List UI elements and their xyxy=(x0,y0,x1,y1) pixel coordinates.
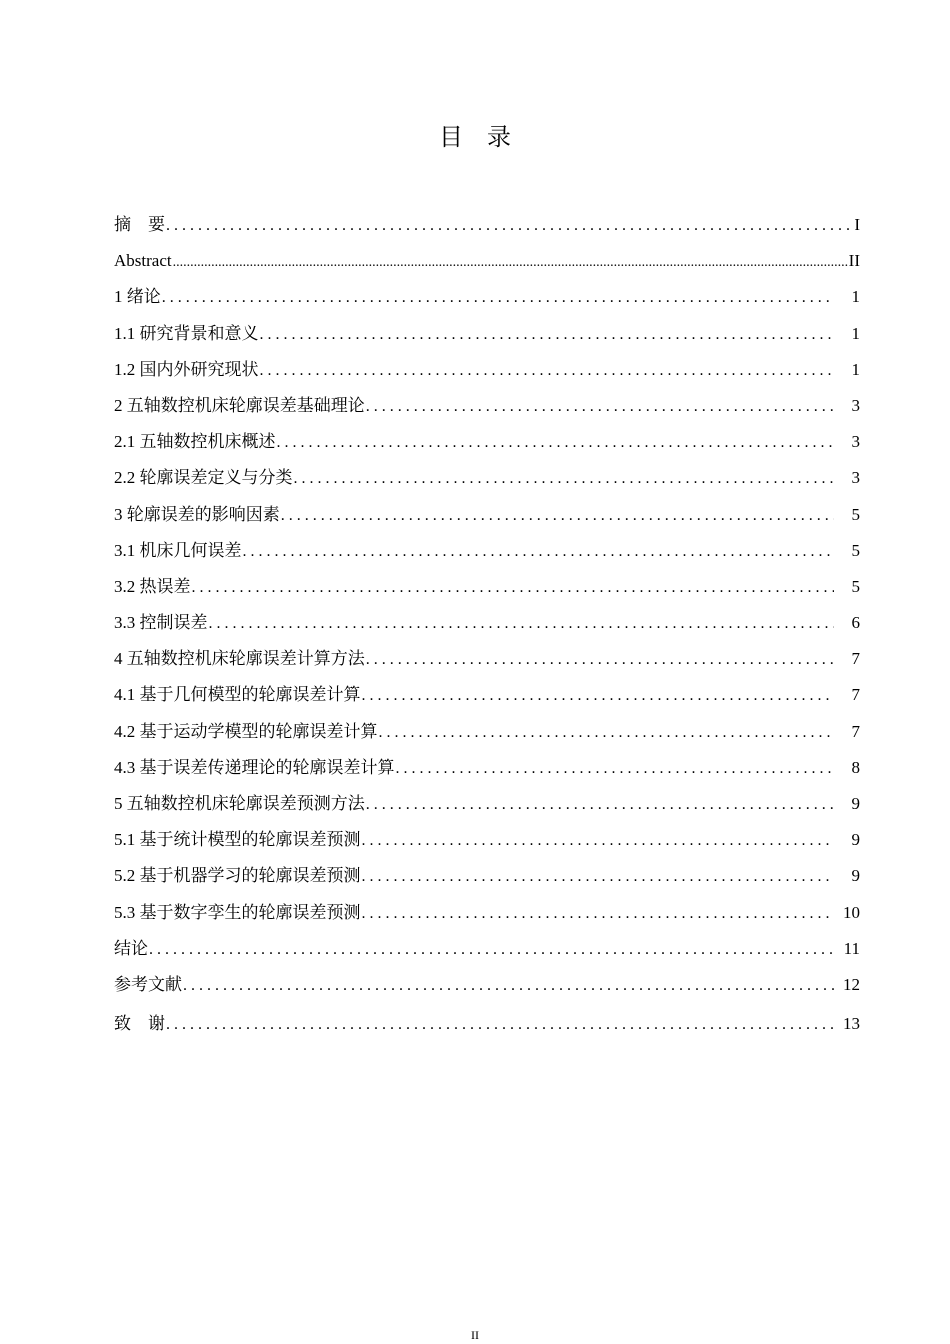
toc-entry-page: 7 xyxy=(851,721,860,741)
dot-leader xyxy=(366,389,834,425)
dot-leader xyxy=(192,570,835,606)
toc-entry-title: 1 绪论 xyxy=(114,287,161,307)
toc-entry-section-2-1[interactable] xyxy=(114,424,860,460)
dot-leader xyxy=(379,715,835,751)
dot-leader xyxy=(277,425,835,461)
toc-entry-title: 2.1 五轴数控机床概述 xyxy=(114,432,276,452)
toc-entry-chapter-2[interactable] xyxy=(114,388,860,424)
dot-leader xyxy=(209,606,835,642)
toc-entry-section-4-3[interactable] xyxy=(114,750,860,786)
toc-entry-title: 1.2 国内外研究现状 xyxy=(114,359,259,379)
toc-entry-title: 5.2 基于机器学习的轮廓误差预测 xyxy=(114,866,361,886)
toc-entry-abstract-en[interactable] xyxy=(114,243,860,279)
toc-entry-page: 3 xyxy=(851,395,860,415)
toc-entry-page: I xyxy=(854,215,860,234)
toc-entry-title: 3.3 控制误差 xyxy=(114,613,208,633)
toc-entry-page: 7 xyxy=(851,685,860,705)
dot-leader xyxy=(166,1007,834,1043)
toc-entry-page: 13 xyxy=(843,1014,860,1034)
toc-entry-title: 2.2 轮廓误差定义与分类 xyxy=(114,468,293,488)
toc-entry-section-3-2[interactable] xyxy=(114,569,860,605)
toc-entry-section-2-2[interactable] xyxy=(114,460,860,496)
toc-entry-page: 5 xyxy=(851,576,860,596)
dot-leader xyxy=(366,642,834,678)
toc-entry-page: 5 xyxy=(851,540,860,560)
dot-leader xyxy=(362,823,835,859)
toc-entry-title: 摘 要 xyxy=(114,215,165,234)
toc-entry-title: 参考文献 xyxy=(114,974,182,994)
toc-entry-page: 3 xyxy=(851,468,860,488)
toc-entry-acknowledgements[interactable] xyxy=(114,1006,860,1042)
toc-entry-title: 4.3 基于误差传递理论的轮廓误差计算 xyxy=(114,757,395,777)
page-number: II xyxy=(471,1328,479,1342)
dot-leader xyxy=(166,208,854,244)
toc-entry-page: 8 xyxy=(851,757,860,777)
dot-leader xyxy=(173,245,849,281)
toc-entry-page: 7 xyxy=(851,649,860,669)
toc-entry-section-1-1[interactable] xyxy=(114,316,860,352)
dot-leader xyxy=(396,751,835,787)
toc-entry-page: 9 xyxy=(851,866,860,886)
toc-entry-references[interactable] xyxy=(114,967,860,1003)
toc-entry-chapter-5[interactable] xyxy=(114,786,860,822)
dot-leader xyxy=(362,678,835,714)
dot-leader xyxy=(243,534,835,570)
toc-entry-section-4-1[interactable] xyxy=(114,677,860,713)
toc-entry-page: 9 xyxy=(851,794,860,813)
toc-entry-page: 5 xyxy=(851,504,860,524)
toc-entry-page: 10 xyxy=(843,902,860,922)
toc-entry-title: 3.2 热误差 xyxy=(114,576,191,596)
toc-entry-page: II xyxy=(848,251,860,271)
dot-leader xyxy=(362,896,835,932)
toc-entry-page: 12 xyxy=(843,974,860,994)
toc-entry-section-5-3[interactable] xyxy=(114,895,860,931)
toc-entry-section-1-2[interactable] xyxy=(114,352,860,388)
toc-entry-title: Abstract xyxy=(114,251,172,271)
toc-entry-title: 4.1 基于几何模型的轮廓误差计算 xyxy=(114,685,361,705)
dot-leader xyxy=(149,932,834,968)
toc-entry-title: 4 五轴数控机床轮廓误差计算方法 xyxy=(114,649,365,669)
toc-entry-section-3-1[interactable] xyxy=(114,533,860,569)
toc-entry-section-3-3[interactable] xyxy=(114,605,860,641)
dot-leader xyxy=(281,498,834,534)
toc-entry-chapter-3[interactable] xyxy=(114,497,860,533)
toc-entry-title: 结论 xyxy=(114,938,148,958)
dot-leader xyxy=(162,280,834,316)
toc-entry-title: 1.1 研究背景和意义 xyxy=(114,323,259,343)
dot-leader xyxy=(260,317,835,353)
toc-entry-page: 11 xyxy=(843,938,860,958)
toc-entry-title: 3.1 机床几何误差 xyxy=(114,540,242,560)
dot-leader xyxy=(260,353,835,389)
toc-entry-abstract-cn[interactable] xyxy=(114,207,860,243)
toc-entry-title: 2 五轴数控机床轮廓误差基础理论 xyxy=(114,395,365,415)
toc-entry-section-5-1[interactable] xyxy=(114,822,860,858)
toc-entry-title: 4.2 基于运动学模型的轮廓误差计算 xyxy=(114,721,378,741)
toc-entry-conclusion[interactable] xyxy=(114,931,860,967)
toc-entry-page: 6 xyxy=(851,613,860,633)
dot-leader xyxy=(183,968,834,1004)
toc-entry-title: 5 五轴数控机床轮廓误差预测方法 xyxy=(114,794,365,813)
toc-entry-title: 5.3 基于数字孪生的轮廓误差预测 xyxy=(114,902,361,922)
toc-entry-section-4-2[interactable] xyxy=(114,714,860,750)
toc-entry-chapter-4[interactable] xyxy=(114,641,860,677)
page-title: 目录 xyxy=(439,125,535,151)
toc-entry-page: 9 xyxy=(851,830,860,850)
dot-leader xyxy=(294,461,835,497)
toc-entry-page: 1 xyxy=(851,287,860,307)
toc-entry-section-5-2[interactable] xyxy=(114,858,860,894)
dot-leader xyxy=(366,787,834,823)
toc-entry-title: 3 轮廓误差的影响因素 xyxy=(114,504,280,524)
toc-entry-title: 致 谢 xyxy=(114,1014,165,1034)
toc-entry-page: 1 xyxy=(851,359,860,379)
dot-leader xyxy=(362,859,835,895)
table-of-contents xyxy=(114,207,860,1042)
toc-entry-page: 1 xyxy=(851,323,860,343)
toc-entry-page: 3 xyxy=(851,432,860,452)
toc-entry-title: 5.1 基于统计模型的轮廓误差预测 xyxy=(114,830,361,850)
toc-entry-chapter-1[interactable] xyxy=(114,279,860,315)
